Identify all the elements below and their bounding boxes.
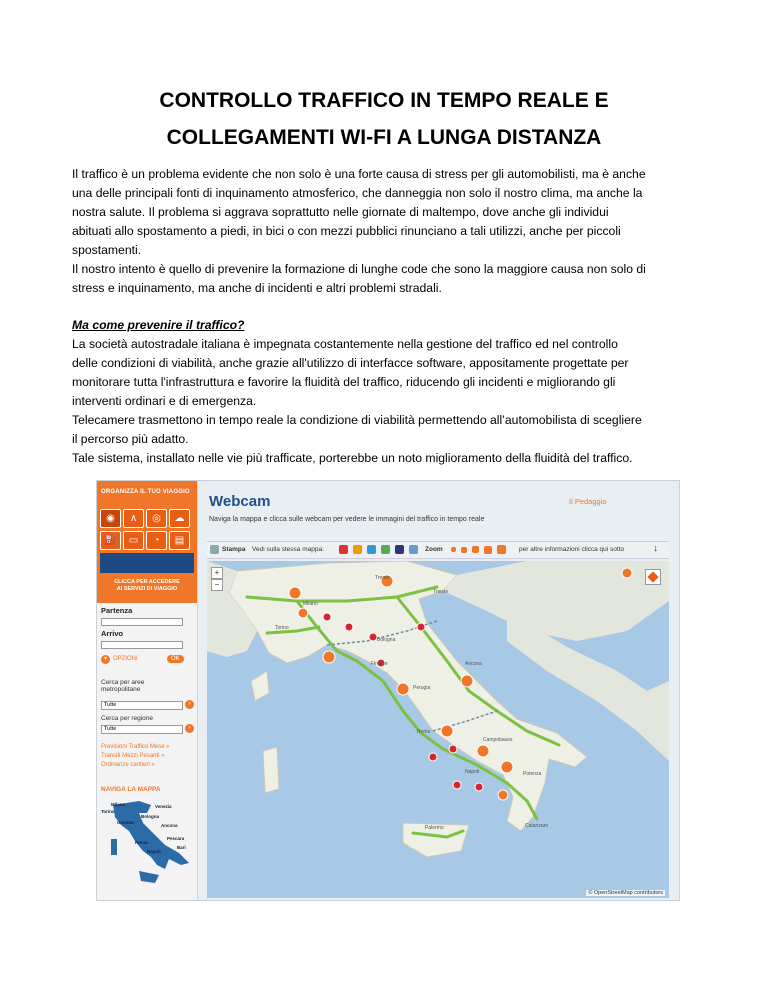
body-line: monitorare tutta l'infrastruttura e favorire la fluidità del traffico, riducendo gli incidenti e migliorando gli bbox=[72, 375, 616, 389]
body-line: Telecamere trasmettono in tempo reale la condizione di viabilità permettendo all’automobilista di scegliere bbox=[72, 413, 642, 427]
same-map-label: Vedi sulla stessa mappa: bbox=[252, 546, 324, 553]
webcam-screenshot bbox=[96, 480, 680, 901]
layers-icon[interactable] bbox=[645, 569, 661, 585]
intro-line: spostamenti. bbox=[72, 243, 142, 257]
webcam-layer-icon[interactable] bbox=[395, 545, 404, 554]
toll-link[interactable]: Il Pedaggio bbox=[569, 497, 607, 506]
region-go-icon[interactable]: › bbox=[185, 724, 194, 733]
digital-service-banner[interactable] bbox=[100, 553, 194, 573]
ok-button[interactable]: OK bbox=[167, 655, 184, 663]
body-line: interventi ordinari e di emergenza. bbox=[72, 394, 257, 408]
service-text[interactable] bbox=[101, 579, 193, 593]
weather-icon[interactable]: ☁ bbox=[169, 509, 190, 528]
metro-label bbox=[101, 679, 144, 693]
sidebar-orange-panel bbox=[97, 481, 197, 603]
map-city-label: Milano bbox=[303, 601, 318, 607]
mini-city-label: Napoli bbox=[147, 849, 161, 854]
webcam-page-title: Webcam bbox=[209, 493, 271, 510]
zoom-level-1[interactable] bbox=[451, 547, 456, 552]
metro-label-line: metropolitane bbox=[101, 686, 141, 693]
webcam-icon[interactable]: ◉ bbox=[100, 509, 121, 528]
title-line-1: CONTROLLO TRAFFICO IN TEMPO REALE E bbox=[159, 89, 609, 112]
service-layer-icon[interactable] bbox=[381, 545, 390, 554]
options-link[interactable]: OPZIONI bbox=[113, 656, 138, 662]
mini-city-label: Milano bbox=[111, 802, 126, 807]
map-city-label: Trento bbox=[375, 575, 390, 581]
metro-label-line: Cerca per aree bbox=[101, 679, 145, 686]
intro-line: abituati allo spostamento a piedi, in bici o con mezzi pubblici rinunciano a tali utilizzi, anche per piccoli bbox=[72, 224, 621, 238]
road-icon[interactable]: ∧ bbox=[123, 509, 144, 528]
traffic-layer-icon[interactable] bbox=[339, 545, 348, 554]
map-city-label: Torino bbox=[275, 625, 289, 631]
metro-go-icon[interactable]: › bbox=[185, 700, 194, 709]
map-city-label: Trieste bbox=[433, 589, 449, 595]
map-city-label: Campobasso bbox=[483, 737, 513, 743]
mini-city-label: Genova bbox=[117, 820, 134, 825]
departure-label: Partenza bbox=[101, 606, 133, 615]
print-link[interactable]: Stampa bbox=[222, 546, 246, 553]
fuel-icon[interactable]: ⛽ bbox=[100, 531, 121, 550]
mini-city-label: Ancona bbox=[161, 823, 178, 828]
intro-line: Il nostro intento è quello di prevenire la formazione di lunghe code che sono la maggiore causa non solo di bbox=[72, 262, 646, 276]
arrival-input[interactable] bbox=[101, 641, 183, 649]
document-title bbox=[60, 82, 708, 156]
compass-icon[interactable]: ◎ bbox=[146, 509, 167, 528]
map-attribution: © OpenStreetMap contributors bbox=[588, 890, 663, 896]
mini-city-label: Bologna bbox=[141, 814, 159, 819]
italy-map-graphic bbox=[207, 561, 669, 898]
intro-line: nostra salute. Il problema si aggrava soprattutto nelle giornate di maltempo, dove anche gli individui bbox=[72, 205, 609, 219]
region-label: Cerca per regione bbox=[101, 715, 154, 722]
intro-line: stress e inquinamento, ma anche di incidenti e altri problemi stradali. bbox=[72, 281, 442, 295]
map-toolbar bbox=[207, 541, 669, 559]
body-line: Tale sistema, installato nelle vie più trafficate, porterebbe un noto miglioramento della fluidità del traffico. bbox=[72, 451, 633, 465]
body-line: il percorso più adatto. bbox=[72, 432, 189, 446]
mini-city-label: Venezia bbox=[155, 804, 172, 809]
arrival-label: Arrivo bbox=[101, 629, 124, 638]
zoom-level-2[interactable] bbox=[461, 547, 467, 553]
body-line: La società autostradale italiana è impegnata costantemente nella gestione del traffico ed nel controllo bbox=[72, 337, 618, 351]
map-city-label: Catanzaro bbox=[525, 823, 549, 829]
title-line-2: COLLEGAMENTI WI-FI A LUNGA DISTANZA bbox=[166, 126, 602, 149]
map-zoom-in-button[interactable]: + bbox=[211, 567, 223, 579]
intro-line: Il traffico è un problema evidente che non solo è una forte causa di stress per gli automobilisti, ma è anche bbox=[72, 167, 646, 181]
mini-city-label: Bari bbox=[177, 845, 186, 850]
map-city-label: Perugia bbox=[413, 685, 431, 691]
weather-layer-icon[interactable] bbox=[367, 545, 376, 554]
body-section bbox=[72, 316, 712, 468]
arrow-down-icon: ↓ bbox=[653, 543, 658, 554]
zoom-level-4[interactable] bbox=[484, 546, 492, 554]
roadworks-link[interactable]: Ordinanze cantieri » bbox=[101, 762, 155, 768]
region-select[interactable]: Tutte bbox=[101, 725, 183, 734]
heavy-vehicles-link[interactable]: Transiti Mezzi Pesanti » bbox=[101, 753, 165, 759]
body-line: delle condizioni di viabilità, anche grazie all'utilizzo di interfacce software, appositamente progettate per bbox=[72, 356, 629, 370]
info-layer-icon[interactable] bbox=[409, 545, 418, 554]
map-zoom-out-button[interactable]: − bbox=[211, 579, 223, 591]
mini-city-label: Torino bbox=[101, 809, 115, 814]
map-city-label: Potenza bbox=[523, 771, 542, 777]
card-icon[interactable]: ▭ bbox=[123, 531, 144, 550]
departure-input[interactable] bbox=[101, 618, 183, 626]
mini-city-label: Roma bbox=[135, 840, 148, 845]
speedometer-icon[interactable]: ◔ bbox=[146, 531, 167, 550]
map-city-label: Bologna bbox=[377, 637, 396, 643]
zoom-level-5[interactable] bbox=[497, 545, 506, 554]
nav-map-heading: NAVIGA LA MAPPA bbox=[101, 786, 161, 793]
more-info-label: per altre informazioni clicca qui sotto bbox=[519, 546, 625, 553]
map-city-label: Firenze bbox=[371, 661, 388, 667]
print-icon[interactable] bbox=[210, 545, 219, 554]
map-city-label: Ancona bbox=[465, 661, 482, 667]
travel-sidebar bbox=[97, 481, 198, 900]
zoom-label: Zoom bbox=[425, 546, 443, 553]
options-arrow-icon[interactable]: ▾ bbox=[101, 655, 110, 664]
metro-select[interactable]: Tutte bbox=[101, 701, 183, 710]
traffic-map[interactable] bbox=[207, 561, 669, 898]
section-subheading: Ma come prevenire il traffico? bbox=[72, 318, 245, 332]
zoom-level-3[interactable] bbox=[472, 546, 479, 553]
webcam-subtitle: Naviga la mappa e clicca sulle webcam per vedere le immagini del traffico in tempo reale bbox=[209, 516, 485, 523]
forecast-link[interactable]: Previsioni Traffico Mese » bbox=[101, 744, 170, 750]
intro-paragraph bbox=[72, 165, 712, 298]
map-city-label: Napoli bbox=[465, 769, 480, 775]
toll-icon[interactable]: ▤ bbox=[169, 531, 190, 550]
mini-city-label: Pescara bbox=[167, 836, 185, 841]
map-city-label: Roma bbox=[417, 729, 431, 735]
roadworks-layer-icon[interactable] bbox=[353, 545, 362, 554]
intro-line: una delle principali fonti di inquinamento atmosferico, che danneggia non solo il nostro clima, ma anche la bbox=[72, 186, 643, 200]
service-text-line: CLICCA PER ACCEDERE bbox=[114, 579, 180, 585]
map-city-label: Palermo bbox=[425, 825, 444, 831]
sidebar-heading: ORGANIZZA IL TUO VIAGGIO bbox=[101, 489, 190, 495]
service-text-line: AI SERVIZI DI VIAGGIO bbox=[116, 586, 178, 592]
